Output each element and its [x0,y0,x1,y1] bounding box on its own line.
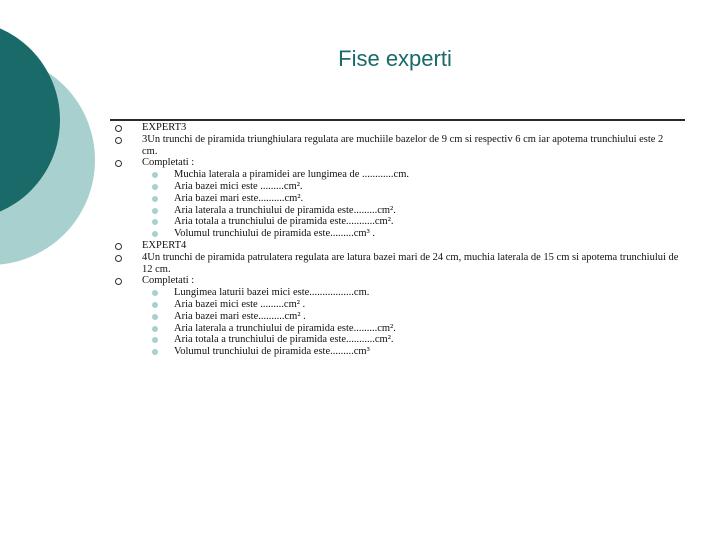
slide-title: Fise experti [338,46,452,71]
expert3-instruction: Completati : [115,157,680,169]
expert4-instruction: Completati : [115,275,680,287]
expert4-item: Aria totala a trunchiului de piramida este...........cm². [115,334,680,346]
expert4-item: Aria bazei mici este .........cm² . [115,299,680,311]
slide-content [115,122,680,358]
expert3-heading: EXPERT3 [115,122,680,134]
expert3-item: Volumul trunchiului de piramida este.........cm³ . [115,228,680,240]
expert4-item: Lungimea laturii bazei mici este.................cm. [115,287,680,299]
decorative-circles [0,0,120,290]
expert3-item: Aria totala a trunchiului de piramida este...........cm². [115,216,680,228]
title-divider [110,119,685,121]
expert4-problem: 4Un trunchi de piramida patrulatera regulata are latura bazei mari de 24 cm, muchia laterala de 15 cm si apotema trunchiului de 12 cm. [115,252,680,276]
expert4-heading: EXPERT4 [115,240,680,252]
expert4-item: Aria bazei mari este..........cm² . [115,311,680,323]
expert3-item: Aria bazei mici este .........cm². [115,181,680,193]
expert3-item: Aria bazei mari este..........cm². [115,193,680,205]
expert4-item: Volumul trunchiului de piramida este.........cm³ [115,346,680,358]
expert3-problem: 3Un trunchi de piramida triunghiulara regulata are muchiile bazelor de 9 cm si respectiv 6 cm iar apotema trunchiului este 2 cm. [115,134,680,158]
expert3-item: Aria laterala a trunchiului de piramida este.........cm². [115,205,680,217]
expert4-item: Aria laterala a trunchiului de piramida este.........cm². [115,323,680,335]
expert3-item: Muchia laterala a piramidei are lungimea de ............cm. [115,169,680,181]
